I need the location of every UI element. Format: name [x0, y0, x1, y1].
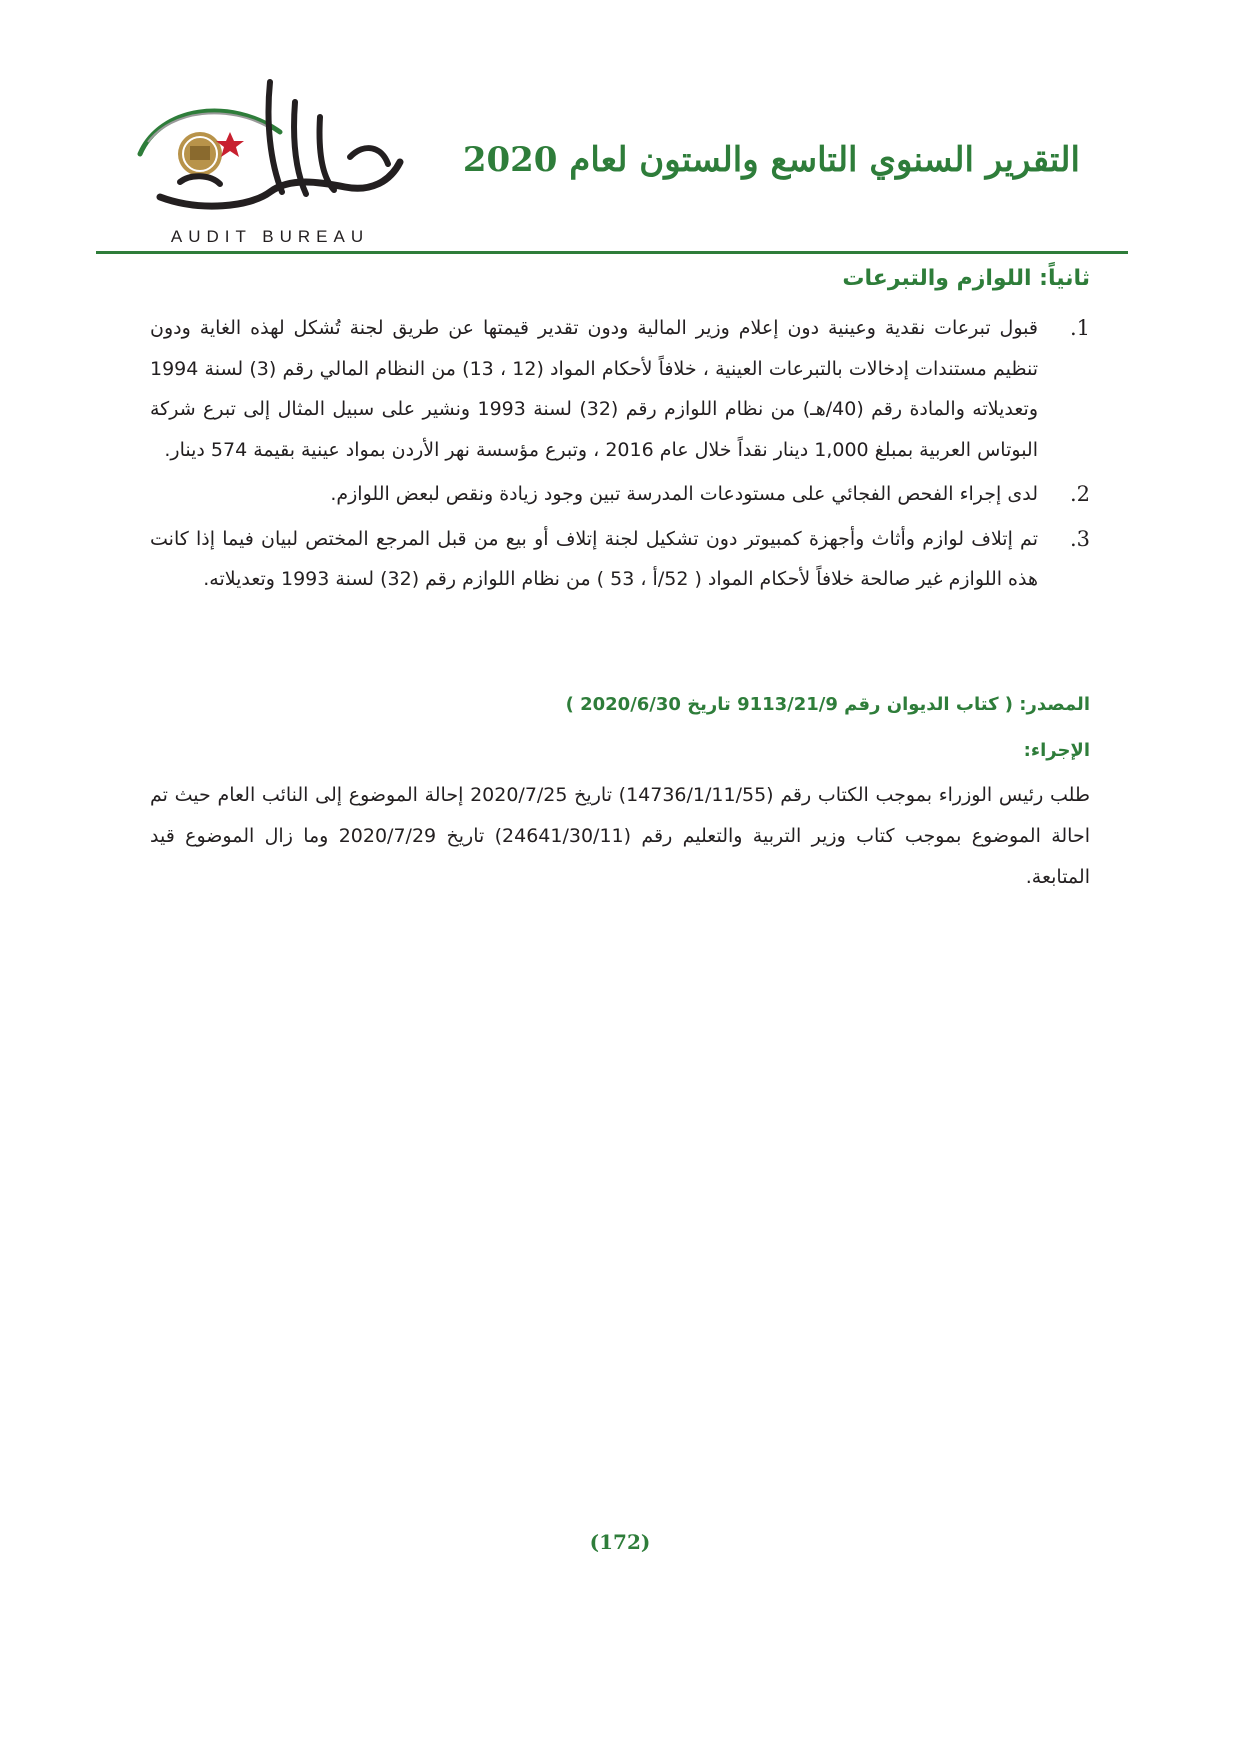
- action-text: طلب رئيس الوزراء بموجب الكتاب رقم (14736/1/11/55) تاريخ 2020/7/25 إحالة الموضوع إلى النائب العام حيث تم احالة الموضوع بموجب كتاب وزير التربية والتعليم رقم (24641/30/11) تاريخ 2020/7/29 وما زال الموضوع قيد المتابعة.: [150, 784, 1091, 888]
- finding-number: .3: [1069, 526, 1090, 551]
- finding-text: لدى إجراء الفحص الفجائي على مستودعات المدرسة تبين وجود زيادة ونقص لبعض اللوازم.: [330, 483, 1038, 505]
- finding-number: .1: [1069, 316, 1090, 340]
- finding-item-3: [150, 519, 1090, 600]
- logo-english-text: AUDIT BUREAU: [170, 227, 370, 246]
- header-divider: [96, 251, 1128, 254]
- source-reference: المصدر: ( كتاب الديوان رقم 9113/21/9 تاريخ 2020/6/30 ): [565, 694, 1090, 715]
- finding-text: تم إتلاف لوازم وأثاث وأجهزة كمبيوتر دون تشكيل لجنة إتلاف أو بيع من قبل المرجع المختص لبيان فيما إذا كانت هذه اللوازم غير صالحة خلافاً لأحكام المواد ( 52/أ ، 53 ) من نظام اللوازم رقم (32) لسنة 1993 وتعديلاته.: [150, 527, 1038, 590]
- findings-list: [150, 308, 1090, 604]
- finding-text: قبول تبرعات نقدية وعينية دون إعلام وزير المالية ودون تقدير قيمتها عن طريق لجنة تُشكل لهذه الغاية ودون تنظيم مستندات إدخالات بالتبرعات العينية ، خلافاً لأحكام المواد (12 ، 13) من النظام المالي رقم (3) لسنة 1994 وتعديلاته والمادة رقم (40/هـ) من نظام اللوازم رقم (32) لسنة 1993 ونشير على سبيل المثال إلى تبرع شركة البوتاس العربية بمبلغ 1,000 دينار نقداً خلال عام 2016 ، وتبرع مؤسسة نهر الأردن بمواد عينية بقيمة 574 دينار.: [150, 317, 1038, 461]
- logo-graphic: [120, 62, 420, 252]
- finding-number: .2: [1069, 482, 1090, 506]
- audit-bureau-logo: [120, 62, 420, 252]
- page-number: (172): [589, 1530, 651, 1554]
- action-label: الإجراء:: [1023, 740, 1090, 761]
- finding-item-2: [150, 474, 1090, 515]
- finding-item-1: [150, 308, 1090, 470]
- report-title: التقرير السنوي التاسع والستون لعام 2020: [462, 140, 1080, 180]
- section-heading: ثانياً: اللوازم والتبرعات: [842, 266, 1090, 291]
